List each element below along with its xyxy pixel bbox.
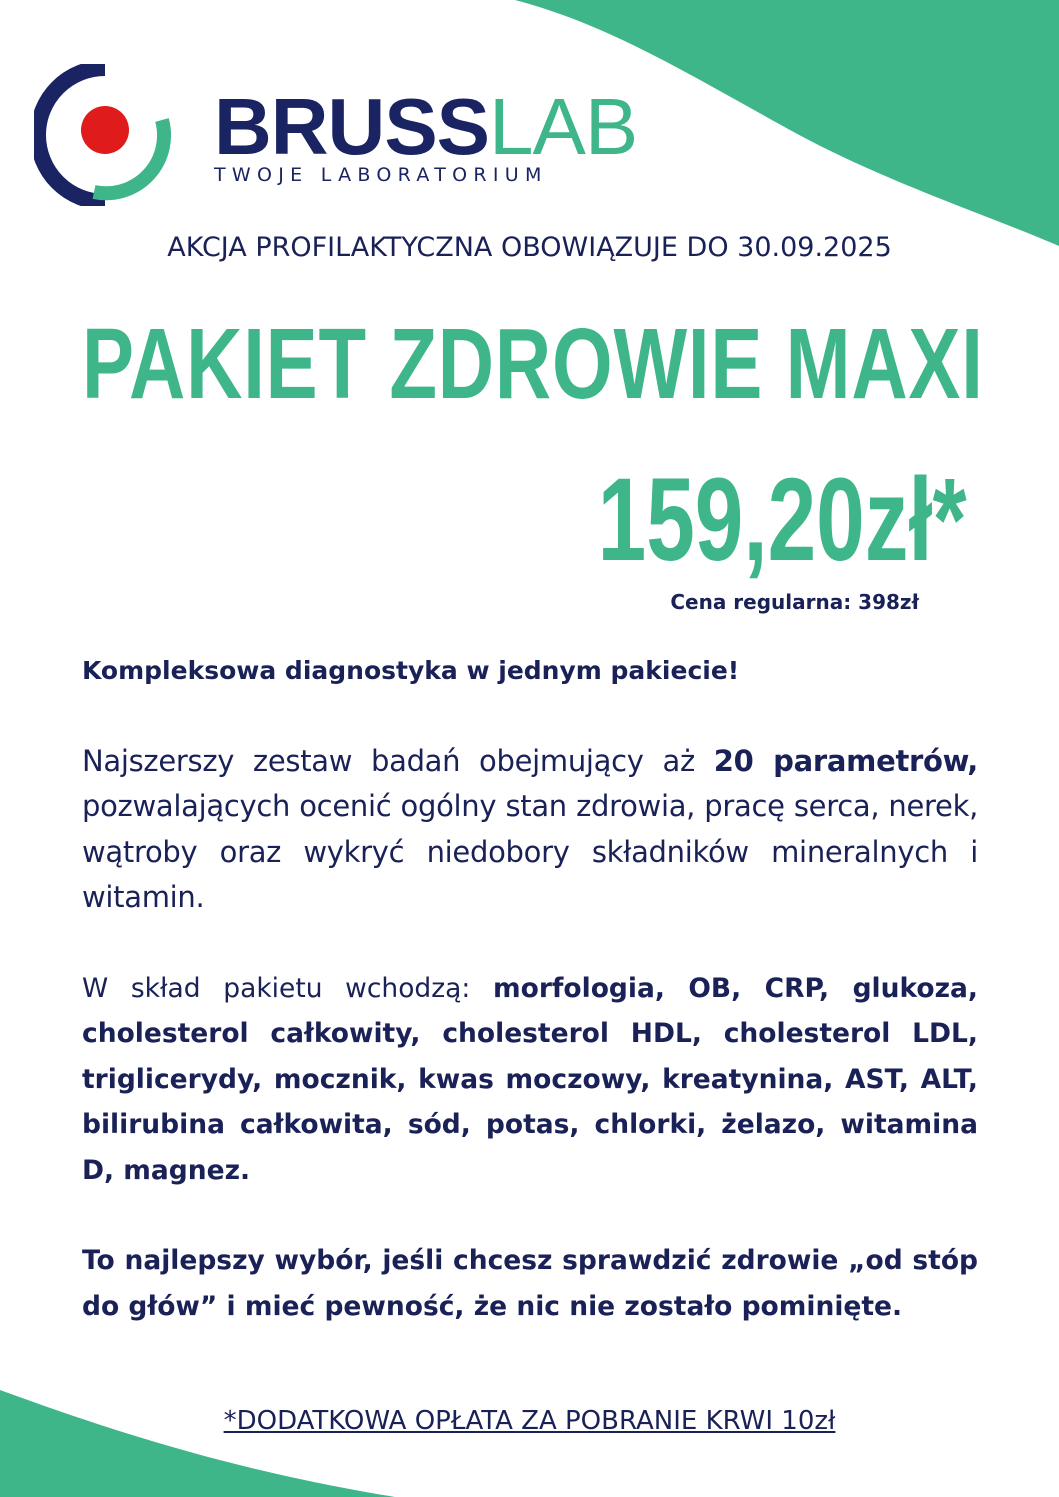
promo-price: 159,20zł*: [598, 454, 967, 586]
intro-before: Najszerszy zestaw badań obejmujący aż: [82, 743, 714, 778]
intro-paragraph: [82, 739, 978, 921]
composition-paragraph: [82, 966, 978, 1194]
description: [82, 648, 978, 1329]
promotion-validity: AKCJA PROFILAKTYCZNA OBOWIĄZUJE DO 30.09.2025: [167, 232, 892, 263]
composition-before: W skład pakietu wchodzą:: [82, 972, 493, 1004]
brand-name-light: LAB: [489, 82, 638, 171]
intro-bold: 20 parametrów,: [713, 743, 978, 778]
brand-name: [214, 84, 637, 170]
intro-after: pozwalających ocenić ogólny stan zdrowia, pracę serca, nerek, wątroby oraz wykryć niedobory składników mineralnych i witamin.: [82, 789, 978, 914]
brusslab-logo-icon: [34, 64, 176, 206]
closing-paragraph: To najlepszy wybór, jeśli chcesz sprawdzić zdrowie „od stóp do głów” i mieć pewność, że nic nie zostało pominięte.: [82, 1245, 978, 1322]
brand-tagline: TWOJE LABORATORIUM: [214, 164, 548, 186]
brand-wordmark: [214, 84, 637, 186]
regular-price: Cena regularna: 398zł: [670, 590, 919, 614]
brand-name-bold: BRUSS: [214, 82, 490, 171]
composition-list: morfologia, OB, CRP, glukoza, cholesterol całkowity, cholesterol HDL, cholesterol LDL, triglicerydy, mocznik, kwas moczowy, kreatynina, AST, ALT, bilirubina całkowita, sód, potas, chlorki, żelazo, witamina D, magnez.: [82, 972, 978, 1186]
footnote: *DODATKOWA OPŁATA ZA POBRANIE KRWI 10zł: [223, 1406, 836, 1436]
package-title: PAKIET ZDROWIE MAXI: [82, 308, 984, 420]
headline: Kompleksowa diagnostyka w jednym pakiecie!: [82, 656, 740, 685]
